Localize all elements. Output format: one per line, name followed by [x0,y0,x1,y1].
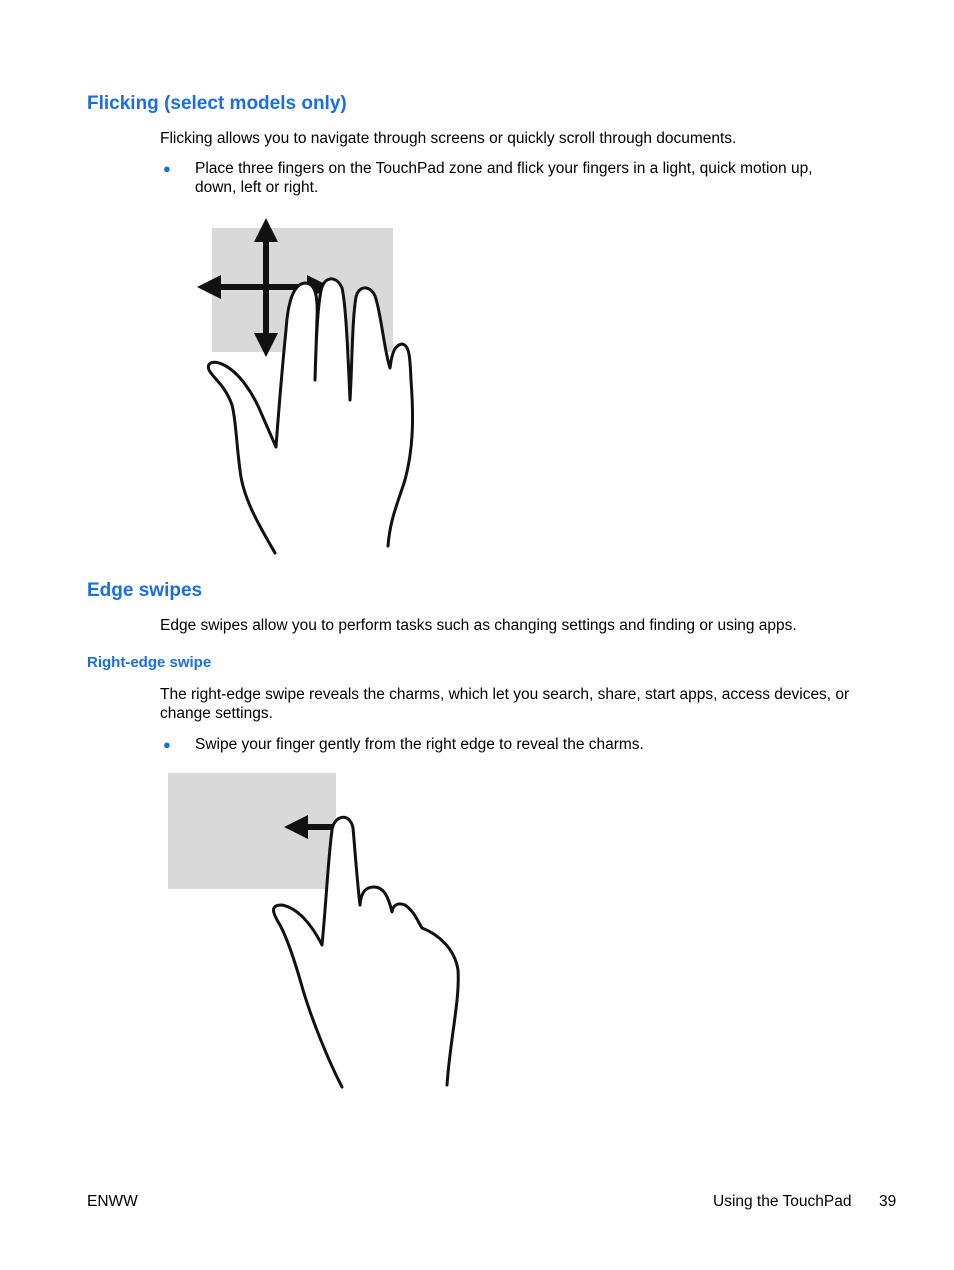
bullet-marker: ● [163,737,171,752]
footer-left-label: ENWW [87,1193,138,1210]
right-edge-intro-line-2: change settings. [160,705,273,722]
flicking-bullet-line-2: down, left or right. [195,179,319,196]
page-number: 39 [879,1193,897,1210]
footer-section-title: Using the TouchPad [713,1193,852,1210]
edge-swipes-heading: Edge swipes [87,580,203,601]
touchpad-zone [168,773,336,889]
edge-swipes-intro: Edge swipes allow you to perform tasks such as changing settings and finding or using apps. [160,617,797,634]
bullet-marker: ● [163,161,171,176]
right-edge-bullet: Swipe your finger gently from the right edge to reveal the charms. [195,736,644,753]
right-edge-swipe-heading: Right-edge swipe [87,654,212,671]
right-edge-intro-line-1: The right-edge swipe reveals the charms, which let you search, share, start apps, access devices, or [160,686,850,703]
flicking-bullet-line-1: Place three fingers on the TouchPad zone and flick your fingers in a light, quick motion up, [195,160,813,177]
flicking-heading: Flicking (select models only) [87,93,347,114]
flicking-intro: Flicking allows you to navigate through screens or quickly scroll through documents. [160,130,737,147]
